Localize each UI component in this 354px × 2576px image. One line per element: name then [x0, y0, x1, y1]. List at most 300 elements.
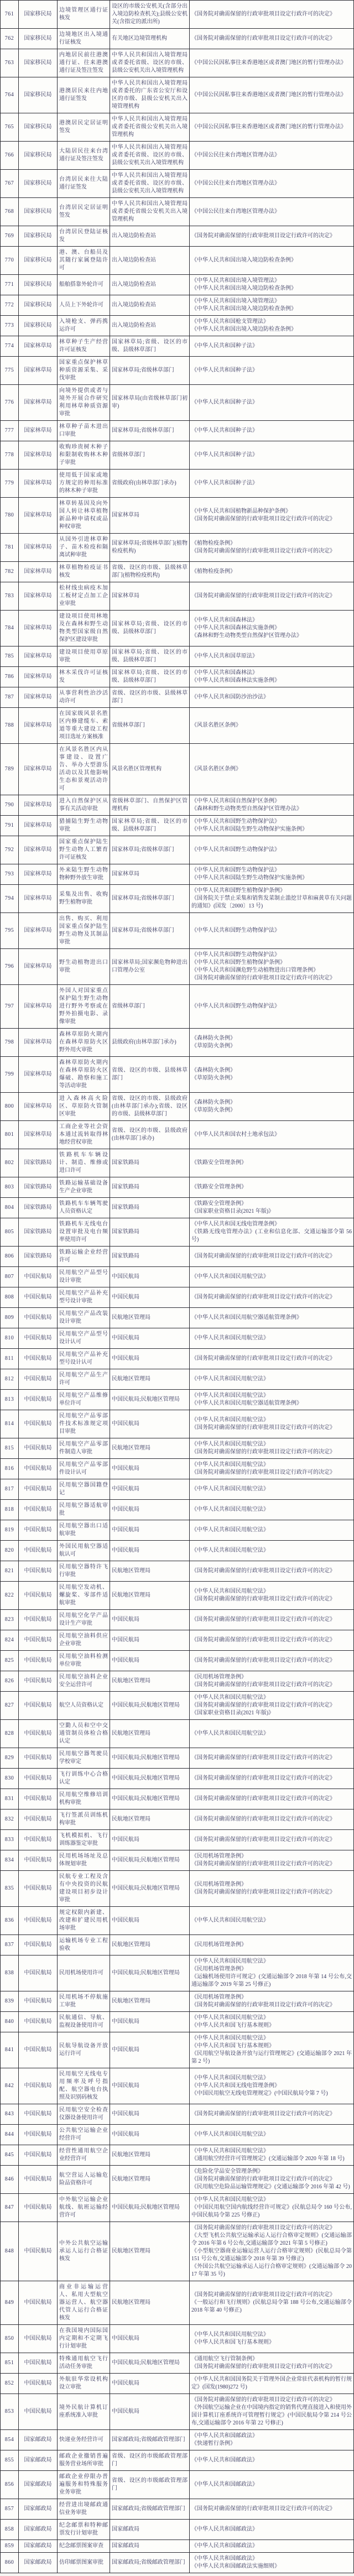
legal-basis-entry: 《中华人民共和国民用航空器适航管理条例》 — [191, 1315, 302, 1321]
row-number-cell: 854 — [1, 2430, 19, 2450]
implementing-agency-cell: 中国民航局 — [110, 2325, 190, 2353]
department-cell: 中国民航局 — [19, 1479, 58, 1500]
row-number-cell: 838 — [1, 1956, 19, 1991]
legal-basis-cell — [190, 687, 354, 708]
item-name-cell: 快递业务经营许可 — [58, 2430, 110, 2450]
legal-basis-entry: 《中华人民共和国邮政法》 — [191, 2526, 258, 2532]
legal-basis-entry: 《民用机场管理条例》 — [191, 1881, 247, 1887]
department-cell: 中国民航局 — [19, 1459, 58, 1479]
department-cell: 中国民航局 — [19, 2325, 58, 2353]
implementing-agency-cell: 国家林草局;国家濒危物种进出口管理办公室 — [110, 949, 190, 985]
legal-basis-entry: 《中华人民共和国邮政法》 — [191, 2556, 258, 2562]
department-cell: 国家邮政局 — [19, 2540, 58, 2553]
legal-basis-entry: 《中华人民共和国邮政法》 — [191, 2481, 258, 2488]
row-number-cell: 818 — [1, 1500, 19, 1520]
table-row — [1, 1218, 354, 1247]
legal-basis-entry: 《中华人民共和国民用航空法》 — [191, 1506, 269, 1513]
legal-basis-entry: 《国务院对确需保留的行政审批项目设定行政许可的决定》 — [191, 1816, 335, 1822]
implementing-agency-cell: 民航地区管理局 — [110, 1720, 190, 1748]
implementing-agency-cell: 中华人民共和国出入境管理局或者委托省级公安机关出入境管理机构 — [110, 198, 190, 226]
row-number-cell: 830 — [1, 1769, 19, 1789]
row-number-cell: 855 — [1, 2450, 19, 2471]
item-name-cell: 边境管理区通行证核发 — [58, 1, 110, 29]
legal-basis-entry: 《森林防火条例》 — [191, 1035, 236, 1041]
legal-basis-entry: 《中华人民共和国民用航空法》 — [191, 1958, 269, 1964]
item-name-cell: 民航导航设备开放运行许可 — [58, 2032, 110, 2068]
implementing-agency-cell: 国家林草局 — [110, 498, 190, 534]
implementing-agency-cell: 出入境边防检查站 — [110, 316, 190, 336]
department-cell: 中国民航局 — [19, 2394, 58, 2430]
legal-basis-cell — [190, 2540, 354, 2553]
table-row — [1, 2471, 354, 2499]
department-cell: 国家邮政局 — [19, 2520, 58, 2540]
legal-basis-cell — [190, 1582, 354, 1610]
legal-basis-cell — [190, 1198, 354, 1218]
department-cell: 中国民航局 — [19, 1935, 58, 1956]
row-number-cell: 800 — [1, 1093, 19, 1121]
department-cell: 国家铁路局 — [19, 1247, 58, 1267]
department-cell: 中国民航局 — [19, 2068, 58, 2104]
department-cell: 国家林草局 — [19, 1121, 58, 1149]
row-number-cell: 790 — [1, 795, 19, 816]
department-cell: 国家铁路局 — [19, 1218, 58, 1247]
department-cell: 国家林草局 — [19, 687, 58, 708]
table-row — [1, 2325, 354, 2353]
legal-basis-cell — [190, 1, 354, 29]
legal-basis-entry: 《国务院对确需保留的行政审批项目设定行政许可的决定》 — [191, 1294, 335, 1300]
legal-basis-cell — [190, 1520, 354, 1541]
table-row — [1, 1390, 354, 1410]
row-number-cell: 761 — [1, 1, 19, 29]
item-name-cell: 航空人员资格认定 — [58, 1692, 110, 1720]
department-cell: 中国民航局 — [19, 2353, 58, 2374]
department-cell: 中国民航局 — [19, 1651, 58, 1671]
department-cell: 国家林草局 — [19, 421, 58, 441]
legal-basis-cell — [190, 795, 354, 816]
row-number-cell: 826 — [1, 1671, 19, 1692]
item-name-cell: 仿印邮票图案审批 — [58, 2553, 110, 2573]
legal-basis-cell — [190, 1369, 354, 1390]
department-cell: 中国民航局 — [19, 1630, 58, 1651]
legal-basis-entry: 《森林防火条例》 — [191, 1099, 236, 1106]
legal-basis-cell — [190, 1149, 354, 1177]
department-cell: 国家林草局 — [19, 885, 58, 913]
table-row — [1, 687, 354, 708]
row-number-cell: 813 — [1, 1390, 19, 1410]
row-number-cell: 825 — [1, 1651, 19, 1671]
implementing-agency-cell: 国家铁路局 — [110, 1149, 190, 1177]
item-name-cell: 林木采伐许可证核发 — [58, 667, 110, 687]
legal-basis-entry: 《中华人民共和国防沙治沙法》 — [191, 694, 269, 700]
legal-basis-entry: 《植物检疫条例》 — [191, 569, 236, 575]
legal-basis-entry: 《中华人民共和国植物新品种保护条例》 — [191, 508, 291, 514]
row-number-cell: 783 — [1, 582, 19, 611]
row-number-cell: 849 — [1, 2281, 19, 2325]
legal-basis-cell — [190, 534, 354, 562]
legal-basis-cell — [190, 142, 354, 170]
implementing-agency-cell: 出入境边防检查站 — [110, 226, 190, 247]
legal-basis-cell — [190, 1438, 354, 1459]
item-name-cell: 使用低于国家或地方规定的种用标准的林木种子审批 — [58, 470, 110, 498]
implementing-agency-cell: 国家林草局;省级林草部门 — [110, 421, 190, 441]
department-cell: 国家林草局 — [19, 582, 58, 611]
legal-basis-entry: 《铁路安全管理条例》 — [191, 1160, 247, 1166]
department-cell: 中国民航局 — [19, 2104, 58, 2125]
legal-basis-entry: 《中华人民共和国野生动物保护法》 — [191, 818, 280, 825]
item-name-cell: 林草植物检疫证书核发 — [58, 562, 110, 582]
legal-basis-cell — [190, 295, 354, 316]
legal-basis-entry: 《国务院对确需保留的行政审批项目设定行政许可的决定》 — [191, 1355, 335, 1362]
table-row — [1, 611, 354, 646]
item-name-cell: 民用航空安全检查仪器设备使用许可 — [58, 2104, 110, 2125]
department-cell: 中国民航局 — [19, 2194, 58, 2222]
legal-basis-entry: 《国家职业资格目录(2021 年版)》 — [191, 1208, 274, 1214]
legal-basis-entry: 《中华人民共和国森林法实施条例》 — [191, 625, 280, 631]
implementing-agency-cell: 国家铁路局 — [110, 1177, 190, 1198]
item-name-cell: 民用航空产品维修单位许可 — [58, 1390, 110, 1410]
table-row — [1, 142, 354, 170]
legal-basis-entry: 《中华人民共和国出境入境边防检查条例》 — [191, 306, 296, 312]
department-cell: 国家林草局 — [19, 646, 58, 667]
table-row — [1, 534, 354, 562]
legal-basis-entry: 《国务院对确需保留的行政审批项目设定行政许可的决定》 — [191, 35, 335, 41]
item-name-cell: 入境枪支、弹药携运许可 — [58, 316, 110, 336]
table-row — [1, 1871, 354, 1907]
legal-basis-cell — [190, 1328, 354, 1349]
legal-basis-cell — [190, 2450, 354, 2471]
legal-basis-cell — [190, 582, 354, 611]
legal-basis-entry: 《中华人民共和国陆生野生动物保护实施条例》 — [191, 875, 308, 881]
department-cell: 国家林草局 — [19, 864, 58, 885]
implementing-agency-cell: 省级、设区的市级、县级林草部门(植物检疫机构) — [110, 562, 190, 582]
legal-basis-entry: 《中华人民共和国民用航空法》 — [191, 1486, 269, 1492]
legal-basis-cell — [190, 2222, 354, 2281]
item-name-cell: 外来陆生野生动物物种野外放生审批 — [58, 864, 110, 885]
department-cell: 中国民航局 — [19, 1871, 58, 1907]
table-row — [1, 1830, 354, 1850]
legal-basis-cell — [190, 1630, 354, 1651]
legal-basis-entry: 《民用机场管理条例》 — [191, 1966, 247, 1972]
legal-basis-cell — [190, 336, 354, 357]
item-name-cell: 在我国境内国际国内定期和不定期飞行计划审批 — [58, 2325, 110, 2353]
item-name-cell: 铁路机车无线电台设置审批及电台频率使用许可 — [58, 1218, 110, 1247]
legal-basis-entry: 《通用航空飞行管制条例》 — [191, 2356, 258, 2362]
row-number-cell: 832 — [1, 1810, 19, 1830]
legal-basis-entry: 《中国公民往来台湾地区管理办法》 — [191, 180, 280, 186]
table-row — [1, 2450, 354, 2471]
item-name-cell: 民用航空产品零部件设计认可 — [58, 1459, 110, 1479]
legal-basis-entry: 《中国民用航空无线电管理规定》(中国民航局令第 7 号) — [191, 2090, 328, 2097]
item-name-cell: 港澳居民定居证明签发 — [58, 113, 110, 142]
row-number-cell: 856 — [1, 2471, 19, 2499]
item-name-cell: 内地居民前往港澳通行证、往来港澳通行证及签注签发 — [58, 49, 110, 77]
department-cell: 中国民航局 — [19, 2281, 58, 2325]
table-row — [1, 1935, 354, 1956]
row-number-cell: 840 — [1, 2012, 19, 2032]
row-number-cell: 791 — [1, 816, 19, 836]
legal-basis-cell — [190, 1093, 354, 1121]
department-cell: 国家移民局 — [19, 49, 58, 77]
legal-basis-entry: 《国务院对确需保留的行政审批项目设定行政许可的决定》 — [191, 11, 335, 17]
table-row — [1, 2520, 354, 2540]
row-number-cell: 835 — [1, 1871, 19, 1907]
item-name-cell: 在国家级风景名胜区内修建缆车、索道等重大建设工程项目选址方案核准 — [58, 708, 110, 744]
table-row — [1, 1810, 354, 1830]
legal-basis-cell — [190, 2520, 354, 2540]
legal-basis-cell — [190, 1830, 354, 1850]
item-name-cell: 民用航空器国籍登记 — [58, 1479, 110, 1500]
table-row — [1, 1991, 354, 2012]
item-name-cell: 建设项目使用林地及在森林和野生动物类型国家级自然保护区建设审批 — [58, 611, 110, 646]
item-name-cell: 中外公共航空运输承运人运行合格证核发 — [58, 2222, 110, 2281]
legal-basis-entry: 《国务院对确需保留的行政审批项目设定行政许可的决定》 — [191, 548, 335, 554]
department-cell: 国家邮政局 — [19, 2450, 58, 2471]
legal-basis-entry: 《森林防火条例》 — [191, 1067, 236, 1073]
table-row — [1, 913, 354, 949]
row-number-cell: 807 — [1, 1267, 19, 1287]
table-row — [1, 2540, 354, 2553]
table-row — [1, 1369, 354, 1390]
row-number-cell: 806 — [1, 1247, 19, 1267]
row-number-cell: 764 — [1, 77, 19, 113]
item-name-cell: 民用航空器驾驶员学校审定 — [58, 1748, 110, 1769]
department-cell: 国家林草局 — [19, 1029, 58, 1057]
item-name-cell: 商业非运输运营人、私用大型航空器运营人、航空器代管人运行合格证核发 — [58, 2281, 110, 2325]
legal-basis-cell — [190, 1029, 354, 1057]
item-name-cell: 民用航空油料供应企业审批 — [58, 1630, 110, 1651]
legal-basis-entry: 《中华人民共和国邮政法实施细则》 — [191, 2563, 280, 2569]
row-number-cell: 851 — [1, 2353, 19, 2374]
row-number-cell: 833 — [1, 1830, 19, 1850]
department-cell: 国家林草局 — [19, 1057, 58, 1093]
legal-basis-entry: 《风景名胜区条例》 — [191, 766, 241, 772]
department-cell: 中国民航局 — [19, 1748, 58, 1769]
item-name-cell: 民用航空产品补充型号设计认可 — [58, 1349, 110, 1369]
table-row — [1, 1520, 354, 1541]
row-number-cell: 831 — [1, 1789, 19, 1810]
implementing-agency-cell: 中国民航局;民航地区管理局 — [110, 1390, 190, 1410]
legal-basis-cell — [190, 77, 354, 113]
implementing-agency-cell: 民航地区管理局 — [110, 1582, 190, 1610]
legal-basis-entry: 《外国航空运输企业在中国境内指定的销售代理直接进入和使用外国计算机订座系统许可管理暂行规定》(中国民航局令第 214 号公布,交通运输部令 2016 年第 22 号修正) — [191, 2405, 352, 2426]
item-name-cell: 猎捕陆生野生动物审批 — [58, 816, 110, 836]
implementing-agency-cell: 中华人民共和国出入境管理局或者委托省级、设区的市级、县级公安机关出入境管理机构 — [110, 170, 190, 198]
legal-basis-cell — [190, 1748, 354, 1769]
row-number-cell: 843 — [1, 2104, 19, 2125]
department-cell: 中国民航局 — [19, 1438, 58, 1459]
implementing-agency-cell: 中华人民共和国出入境管理局或者委托省级、设区的市级、县级公安机关出入境管理机构 — [110, 49, 190, 77]
legal-basis-entry: 《国务院对确需保留的行政审批项目设定行政许可的决定》 — [191, 1637, 335, 1643]
implementing-agency-cell: 民航地区管理局 — [110, 1561, 190, 1582]
row-number-cell: 762 — [1, 29, 19, 49]
item-name-cell: 空勤人员和空中交通管制员体检合格认定 — [58, 1720, 110, 1748]
legal-basis-entry: 《草原防火条例》 — [191, 1043, 236, 1049]
table-row — [1, 1177, 354, 1198]
legal-basis-entry: 《国务院关于禁止采集和销售发菜制止滥挖甘草和麻黄草有关问题的通知》(国发〔2000〕13 号) — [191, 895, 352, 909]
legal-basis-entry: 《中华人民共和国民用航空法》 — [191, 2035, 269, 2041]
item-name-cell: 经营进出境邮政通信业务审批 — [58, 2499, 110, 2520]
implementing-agency-cell: 中国民航局 — [110, 2394, 190, 2430]
legal-basis-entry: 《森林和野生动物类型自然保护区管理办法》 — [191, 633, 302, 639]
table-row — [1, 1410, 354, 1438]
row-number-cell: 763 — [1, 49, 19, 77]
table-row — [1, 2281, 354, 2325]
row-number-cell: 837 — [1, 1935, 19, 1956]
legal-basis-cell — [190, 441, 354, 470]
item-name-cell: 向境外提供或者与境外开展合作研究利用林草种质资源审批 — [58, 385, 110, 421]
table-row — [1, 2353, 354, 2374]
item-name-cell: 飞行训练中心合格认定 — [58, 1769, 110, 1789]
legal-basis-entry: 《中华人民共和国民用航空法》 — [191, 2197, 269, 2203]
legal-basis-entry: 《国务院对确需保留的行政审批项目设定行政许可的决定》 — [191, 1568, 335, 1574]
legal-basis-entry: 《中华人民共和国无线电管理条例》 — [191, 2083, 280, 2089]
item-name-cell: 外国民用航空器适航认可 — [58, 1541, 110, 1561]
item-name-cell: 民用航空产品零部件制造人审批 — [58, 1438, 110, 1459]
legal-basis-entry: 《民用机场管理条例》 — [191, 1853, 247, 1859]
row-number-cell: 770 — [1, 247, 19, 275]
legal-basis-entry: 《国务院对确需保留的行政审批项目设定行政许可的决定》 — [191, 1861, 335, 1867]
department-cell: 国家移民局 — [19, 316, 58, 336]
legal-basis-cell — [190, 1769, 354, 1789]
table-row — [1, 385, 354, 421]
department-cell: 国家林草局 — [19, 441, 58, 470]
row-number-cell: 797 — [1, 985, 19, 1029]
department-cell: 中国民航局 — [19, 1671, 58, 1692]
item-name-cell: 邮政企业撤销普遍服务营业场所审批 — [58, 2450, 110, 2471]
department-cell: 中国民航局 — [19, 1328, 58, 1349]
table-row — [1, 1789, 354, 1810]
row-number-cell: 769 — [1, 226, 19, 247]
table-row — [1, 49, 354, 77]
legal-basis-entry: 《运输机场使用许可规定》(交通运输部令 2018 年第 14 号公布,交通运输部令 2019 年第 25 号修正) — [191, 1974, 352, 1988]
legal-basis-cell — [190, 1561, 354, 1582]
legal-basis-entry: 《中华人民共和国森林法》 — [191, 617, 258, 623]
legal-basis-cell — [190, 646, 354, 667]
implementing-agency-cell: 国家林草局;省级林草部门 — [110, 836, 190, 864]
department-cell: 国家移民局 — [19, 142, 58, 170]
implementing-agency-cell: 国家林草局;省级林草部门 — [110, 913, 190, 949]
row-number-cell: 822 — [1, 1582, 19, 1610]
legal-basis-entry: 《国务院对确需保留的行政审批项目设定行政许可的决定》 — [191, 1755, 335, 1761]
implementing-agency-cell: 省级政府(由林草部门承办) — [110, 470, 190, 498]
row-number-cell: 846 — [1, 2166, 19, 2194]
implementing-agency-cell: 国家邮政局;省级邮政管理部门 — [110, 2553, 190, 2573]
row-number-cell: 842 — [1, 2068, 19, 2104]
item-name-cell: 民用机场场址及总体规划审批 — [58, 1850, 110, 1871]
table-row — [1, 226, 354, 247]
implementing-agency-cell: 中国民航局;民航地区管理局 — [110, 2353, 190, 2374]
table-row — [1, 1671, 354, 1692]
legal-basis-entry: 《中华人民共和国民用航空法》 — [191, 2332, 269, 2338]
implementing-agency-cell: 民航地区管理局 — [110, 1991, 190, 2012]
legal-basis-entry: 《国务院对确需保留的行政审批项目设定行政许可的决定》 — [191, 593, 335, 599]
row-number-cell: 793 — [1, 864, 19, 885]
implementing-agency-cell: 中国民航局 — [110, 1541, 190, 1561]
department-cell: 国家移民局 — [19, 295, 58, 316]
item-name-cell: 民用航空产品改装设计审批 — [58, 1308, 110, 1328]
row-number-cell: 853 — [1, 2394, 19, 2430]
implementing-agency-cell: 中华人民共和国出入境管理局或者委托省级公安机关出入境管理机构 — [110, 113, 190, 142]
legal-basis-entry: 《国务院对确需保留的行政审批项目设定行政许可的决定》 — [191, 2002, 335, 2008]
legal-basis-entry: 《中华人民共和国野生动物保护法》 — [191, 952, 280, 958]
legal-basis-entry: 《中华人民共和国种子法》 — [191, 427, 258, 434]
legal-basis-entry: 《中国公民往来台湾地区管理办法》 — [191, 152, 280, 158]
table-row — [1, 1438, 354, 1459]
row-number-cell: 795 — [1, 913, 19, 949]
legal-basis-entry: 《通用航空经营许可管理规定》(交通运输部令 2020 年第 18 号) — [191, 2156, 345, 2162]
legal-basis-entry: 《中华人民共和国种子法》 — [191, 367, 258, 373]
legal-basis-cell — [190, 1907, 354, 1935]
department-cell: 中国民航局 — [19, 2012, 58, 2032]
table-row — [1, 1349, 354, 1369]
legal-basis-entry: 《中华人民共和国出境入境边防检查条例》 — [191, 257, 296, 263]
item-name-cell: 民用航空器出口适航审批 — [58, 1520, 110, 1541]
item-name-cell: 林草种子苗木进出口审批 — [58, 421, 110, 441]
row-number-cell: 823 — [1, 1610, 19, 1630]
table-row — [1, 1610, 354, 1630]
department-cell: 中国民航局 — [19, 2125, 58, 2145]
department-cell: 国家移民局 — [19, 226, 58, 247]
department-cell: 中国民航局 — [19, 1520, 58, 1541]
row-number-cell: 819 — [1, 1520, 19, 1541]
legal-basis-cell — [190, 1671, 354, 1692]
implementing-agency-cell: 国家林草局 — [110, 582, 190, 611]
implementing-agency-cell: 中国民航局 — [110, 2374, 190, 2394]
legal-basis-entry: 《民用航空危险品运输管理规定》(交通运输部令 2016 年第 42 号) — [191, 2184, 350, 2190]
legal-basis-entry: 《中国民用航空国内航线经营许可规定》(民航总局令 160 号公布,中国民航局令第 225 号修正) — [191, 2204, 352, 2218]
legal-basis-entry: 《中国公民因私事往来香港地区或者澳门地区的暂行管理办法》 — [191, 92, 346, 98]
implementing-agency-cell: 民航地区管理局 — [110, 1810, 190, 1830]
legal-basis-cell — [190, 1390, 354, 1410]
department-cell: 国家林草局 — [19, 470, 58, 498]
implementing-agency-cell: 中国民航局 — [110, 1328, 190, 1349]
legal-basis-cell — [190, 2281, 354, 2325]
table-row — [1, 744, 354, 795]
legal-basis-entry: 《中华人民共和国民用航空器适航管理条例》 — [191, 1400, 302, 1406]
implementing-agency-cell: 设区的市级公安机关(含部分出入境边防检查机关);县级公安机关(含指定的派出所) — [110, 1, 190, 29]
row-number-cell: 777 — [1, 421, 19, 441]
implementing-agency-cell: 中国民航局 — [110, 1610, 190, 1630]
implementing-agency-cell: 民航地区管理局 — [110, 1438, 190, 1459]
implementing-agency-cell: 出入境边防检查站 — [110, 247, 190, 275]
implementing-agency-cell: 中国民航局;民航地区管理局 — [110, 1789, 190, 1810]
legal-basis-entry: 《中华人民共和国自然保护区条例》 — [191, 798, 280, 804]
row-number-cell: 773 — [1, 316, 19, 336]
table-row — [1, 2032, 354, 2068]
row-number-cell: 804 — [1, 1198, 19, 1218]
legal-basis-entry: 《中华人民共和国民用航空法》 — [191, 2148, 269, 2154]
table-row — [1, 1561, 354, 1582]
table-row — [1, 1247, 354, 1267]
legal-basis-cell — [190, 2145, 354, 2166]
implementing-agency-cell: 中国民航局 — [110, 2032, 190, 2068]
table-row — [1, 2145, 354, 2166]
row-number-cell: 808 — [1, 1287, 19, 1308]
item-name-cell: 民用航空产品型号设计认可 — [58, 1328, 110, 1349]
item-name-cell: 台湾居民定居证明签发 — [58, 198, 110, 226]
item-name-cell: 台湾居民登陆证核发 — [58, 226, 110, 247]
legal-basis-cell — [190, 2499, 354, 2520]
department-cell: 国家移民局 — [19, 275, 58, 295]
row-number-cell: 845 — [1, 2145, 19, 2166]
implementing-agency-cell: 省级林草部门 — [110, 441, 190, 470]
table-row — [1, 1630, 354, 1651]
department-cell: 中国民航局 — [19, 1390, 58, 1410]
implementing-agency-cell: 国家邮政局 — [110, 2540, 190, 2553]
legal-basis-cell — [190, 357, 354, 385]
item-name-cell: 采集及出售、收购野生植物审批 — [58, 885, 110, 913]
legal-basis-cell — [190, 1459, 354, 1479]
